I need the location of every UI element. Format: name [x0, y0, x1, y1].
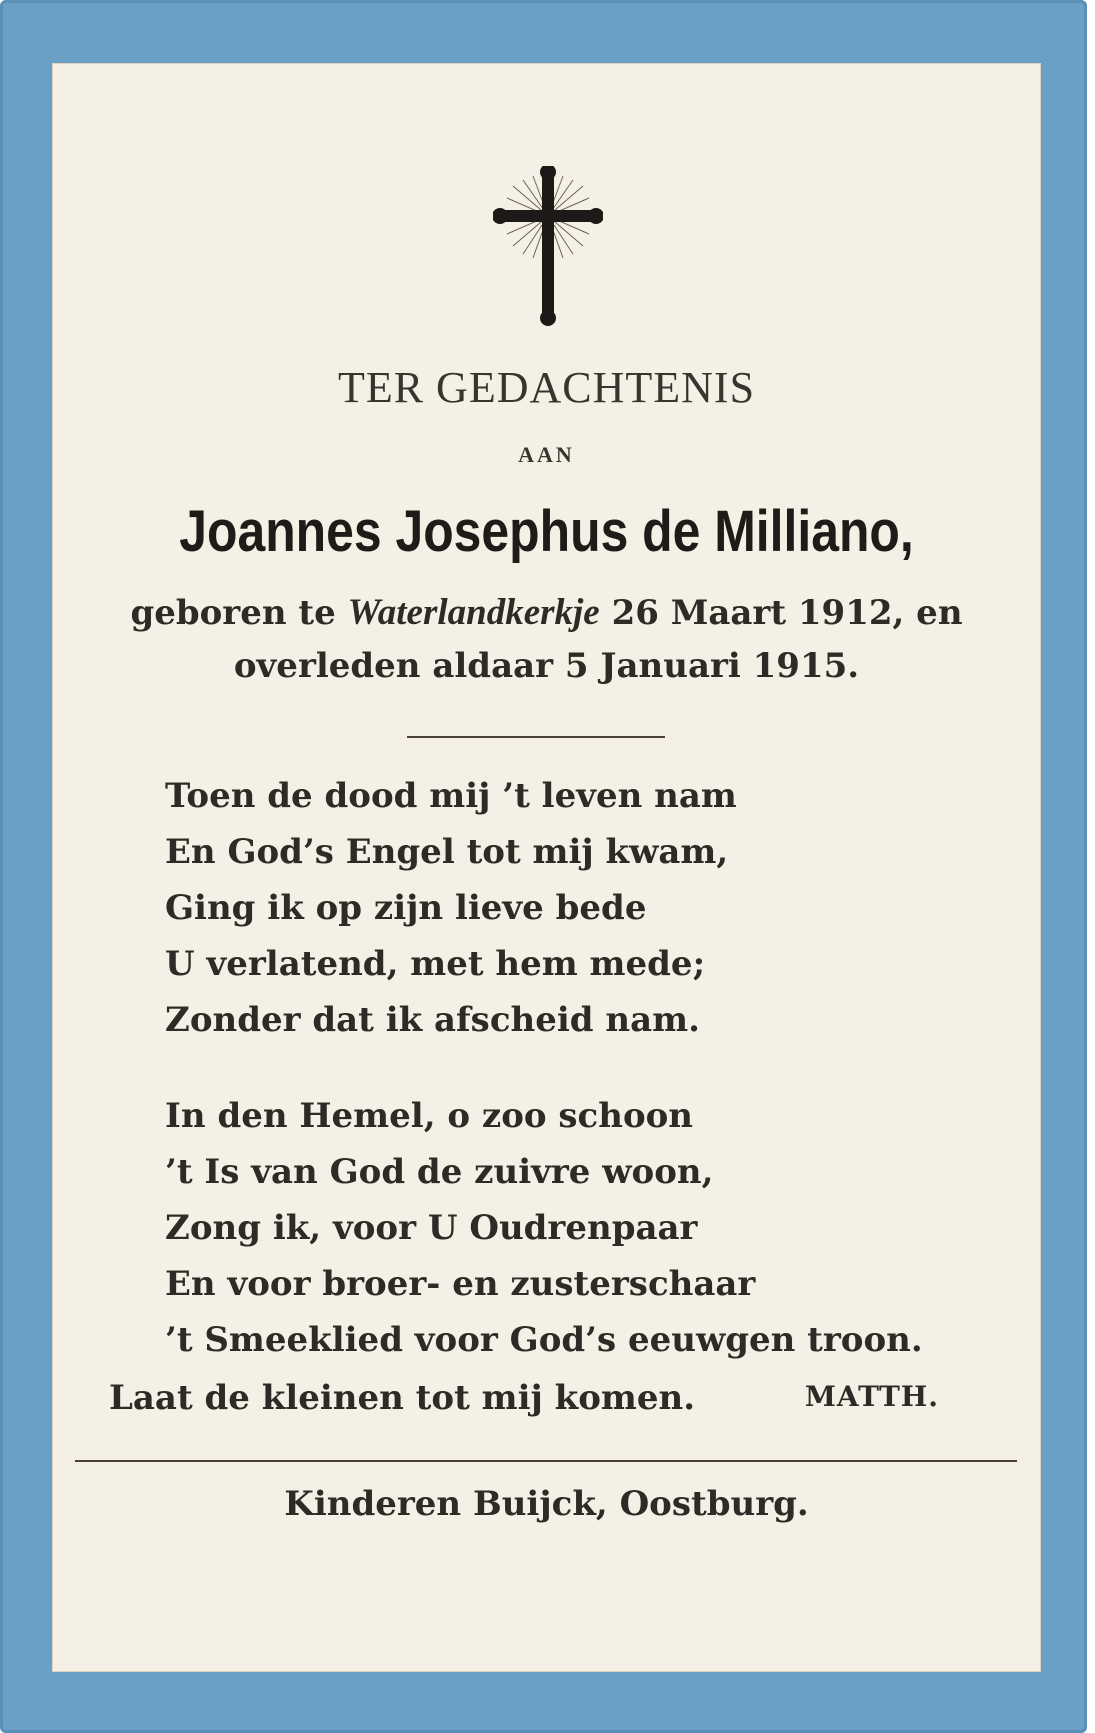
cross-icon	[493, 166, 603, 326]
quote-text: Laat de kleinen tot mij komen.	[109, 1378, 696, 1418]
death-line: overleden aldaar 5 Januari 1915.	[233, 646, 860, 686]
divider-long	[75, 1460, 1017, 1462]
verse-line: Toen de dood mij ’t leven nam	[165, 776, 737, 816]
verse-1	[165, 768, 737, 1048]
card-heading: TER GEDACHTENIS	[337, 363, 756, 412]
verse-line: ’t Smeeklied voor God’s eeuwgen troon.	[165, 1320, 923, 1360]
verse-line: Zonder dat ik afscheid nam.	[165, 1000, 700, 1040]
verse-line: Zong ik, voor U Oudrenpaar	[165, 1208, 698, 1248]
birth-date: 26 Maart 1912, en	[611, 593, 963, 633]
birth-place: Waterlandkerkje	[347, 592, 600, 633]
printer-imprint: Kinderen Buijck, Oostburg.	[284, 1484, 809, 1524]
verse-line: ’t Is van God de zuivre woon,	[165, 1152, 714, 1192]
verse-line: En voor broer- en zusterschaar	[165, 1264, 756, 1304]
card-paper	[52, 63, 1041, 1672]
birth-line	[53, 591, 1040, 634]
card-dedication-word: AAN	[518, 442, 575, 467]
scripture-quote	[109, 1378, 939, 1418]
deceased-name: Joannes Josephus de Milliano,	[179, 499, 914, 564]
verse-line: U verlatend, met hem mede;	[165, 944, 706, 984]
birth-prefix: geboren te	[130, 593, 336, 633]
verse-line: En God’s Engel tot mij kwam,	[165, 832, 729, 872]
verse-2	[165, 1088, 923, 1368]
verse-line: In den Hemel, o zoo schoon	[165, 1096, 694, 1136]
verse-line: Ging ik op zijn lieve bede	[165, 888, 647, 928]
divider-short	[407, 736, 665, 738]
quote-source: MATTH.	[804, 1380, 939, 1413]
